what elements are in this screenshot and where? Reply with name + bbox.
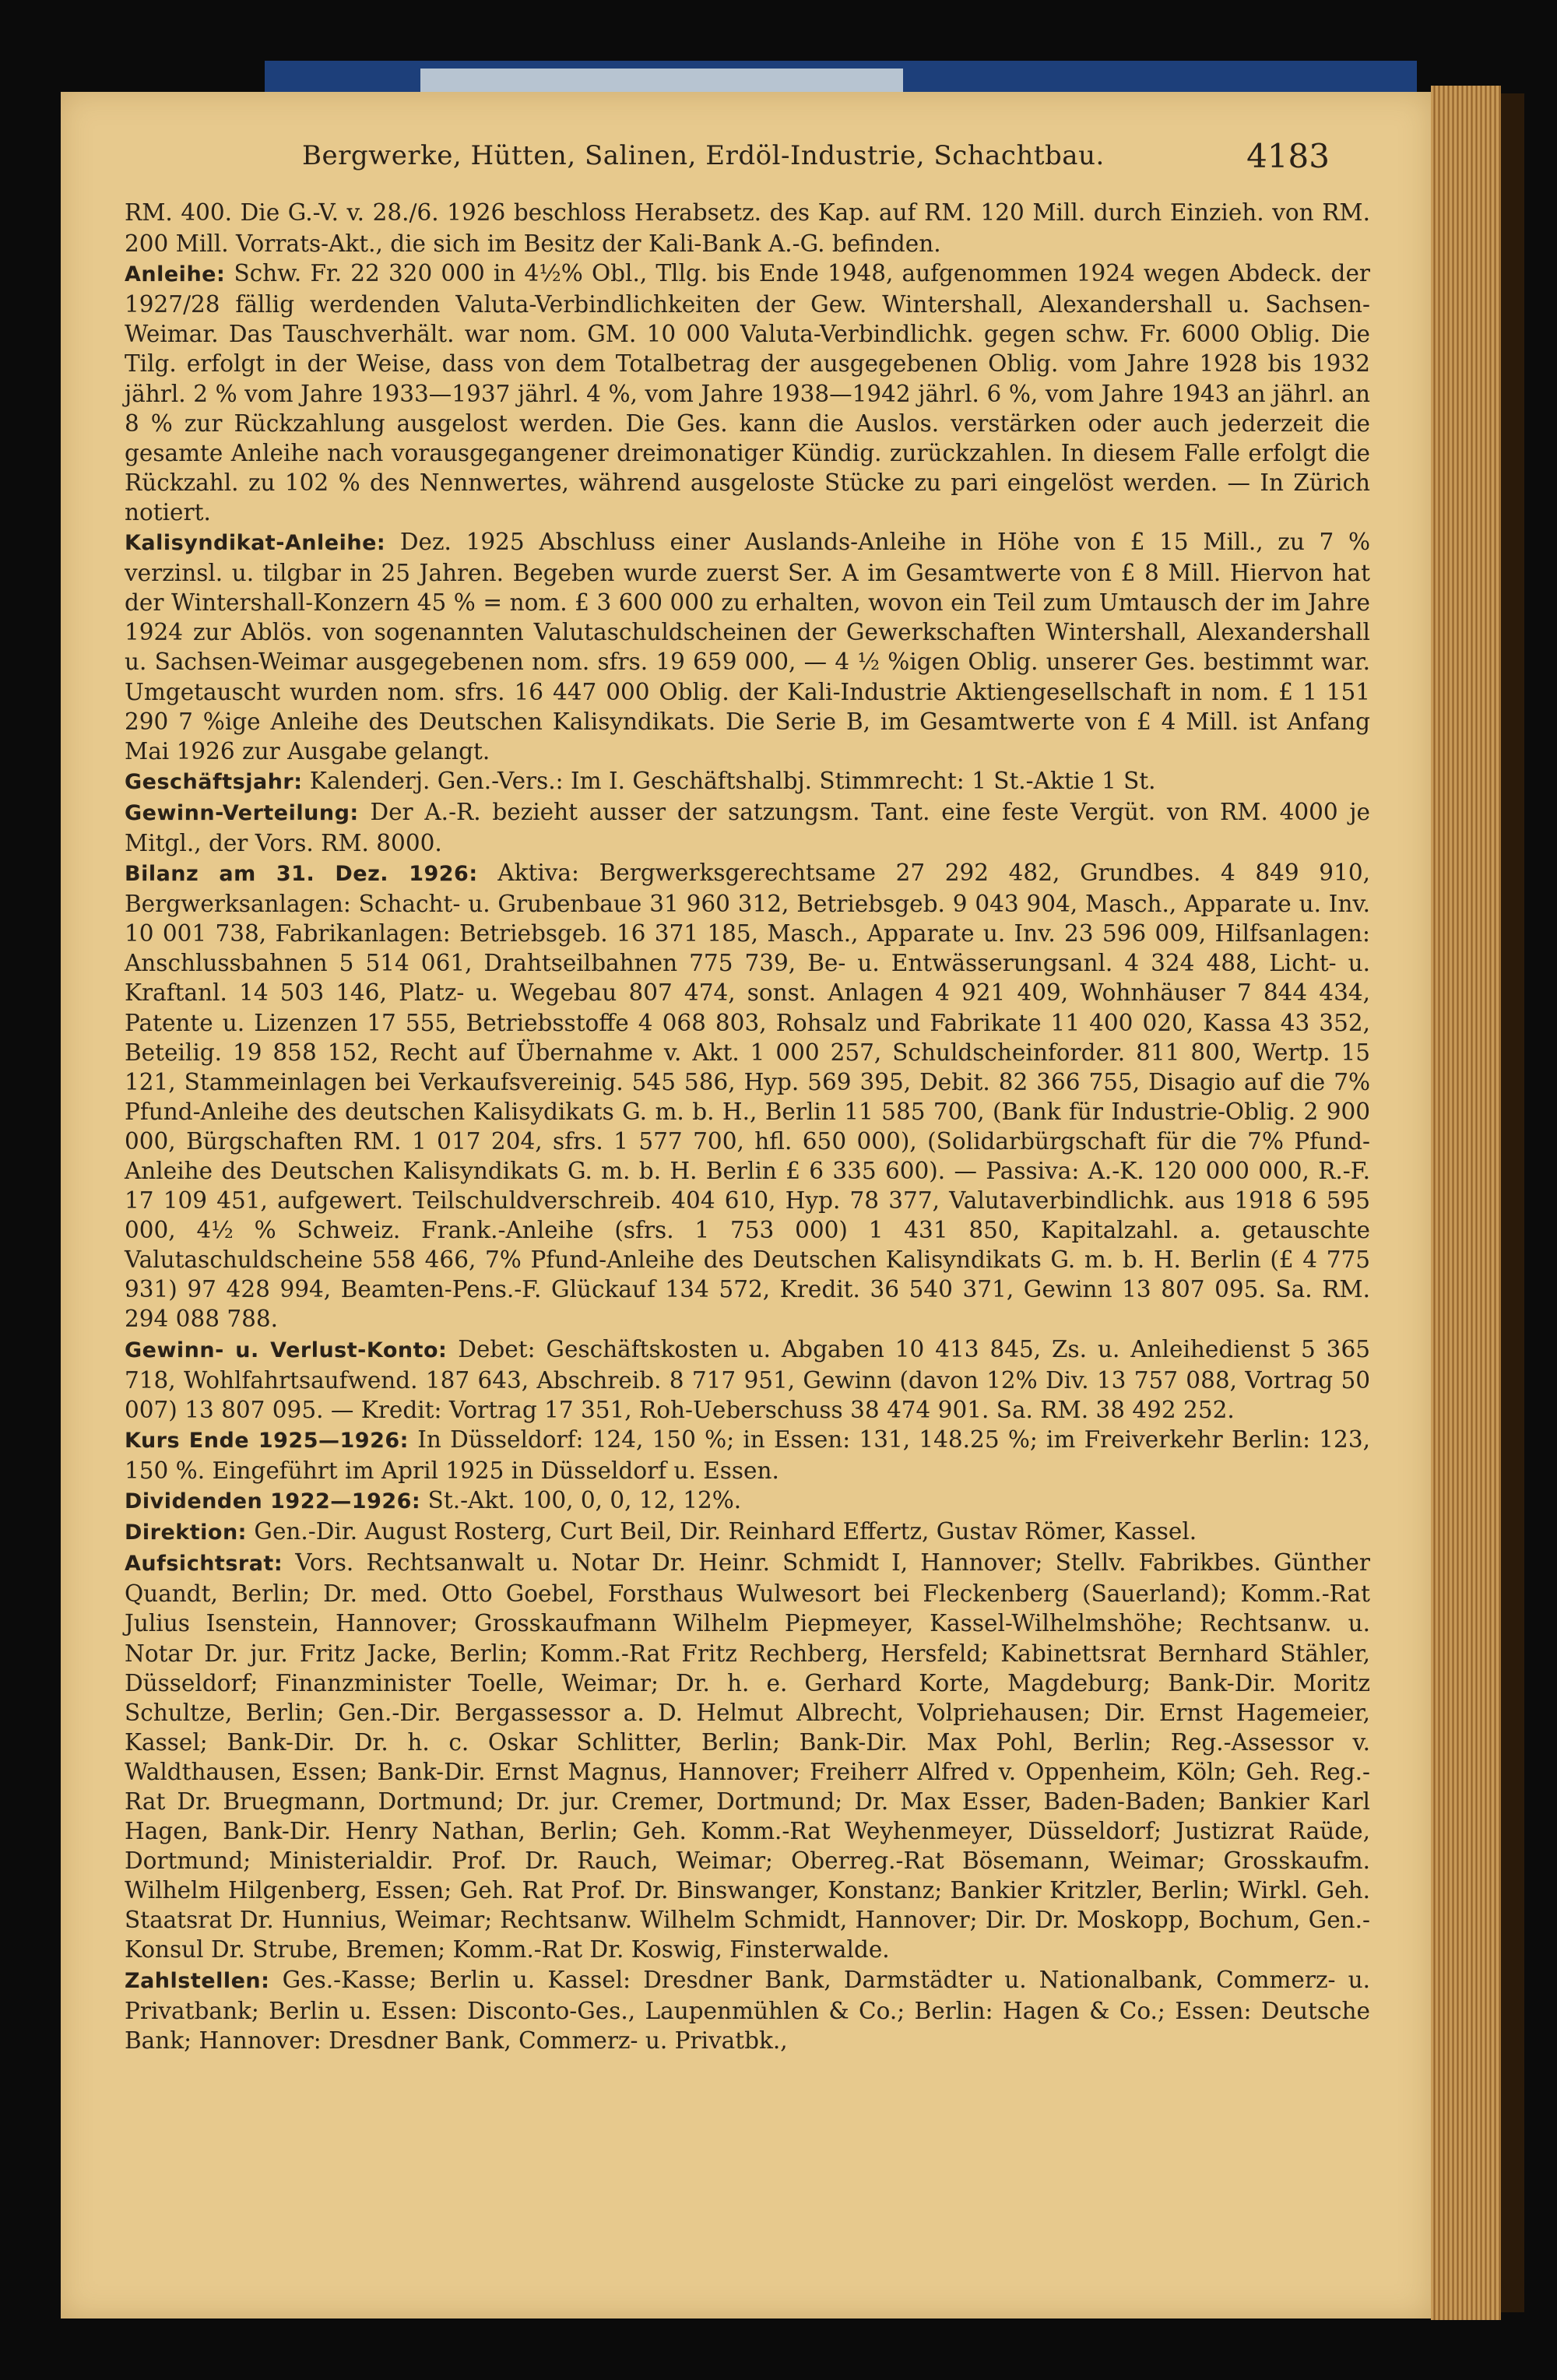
running-head <box>123 137 1330 187</box>
paragraph-text: St.-Akt. 100, 0, 0, 12, 12%. <box>427 1487 742 1514</box>
paragraph-text: Aktiva: Bergwerksgerechtsame 27 292 482, Grundbes. 4 849 910, Bergwerksanlagen: Schacht- u. Grubenbaue 31 960 312, Betriebsgeb. 9 043 904, Masch., Apparate u. Inv. 10 001 738, Fabrikanlagen: Betriebsgeb. 16 371 185, Masch., Apparate u. Inv. 23 596 009, Hilfsanlagen: Anschlussbahnen 5 514 061, Drahtseilbahnen 775 739, Be- u. Entwässerungsanl. 4 324 488, Licht- u. Kraftanl. 14 503 146, Platz- u. Wegebau 807 474, sonst. Anlagen 4 921 409, Wohnhäuser 7 844 434, Patente u. Lizenzen 17 555, Betriebsstoffe 4 068 803, Rohsalz und Fabrikate 11 400 020, Kassa 43 352, Beteilig. 19 858 152, Recht auf Übernahme v. Akt. 1 000 257, Schuldscheinforder. 811 800, Wertp. 15 121, Stammeinlagen bei Verkaufsvereinig. 545 586, Hyp. 569 395, Debit. 82 366 755, Disagio auf die 7% Pfund-Anleihe des deutschen Kalisydikats G. m. b. H., Berlin 11 585 700, (Bank für Industrie-Oblig. 2 900 000, Bürgschaften RM. 1 017 204, sfrs. 1 577 700, hfl. 650 000), (Solidarbürgschaft für die 7% Pfund-Anleihe des Deutschen Kalisyndikats G. m. b. H. Berlin £ 6 335 600). — Passiva: A.-K. 120 000 000, R.-F. 17 109 451, aufgewert. Teilschuldverschreib. 404 610, Hyp. 78 377, Valutaverbindlichk. aus 1918 6 595 000, 4½ % Schweiz. Frank.-Anleihe (sfrs. 1 753 000) 1 431 850, Kapitalzahl. a. getauschte Valutaschuldscheine 558 466, 7% Pfund-Anleihe des Deutschen Kalisyndikats G. m. b. H. Berlin (£ 4 775 931) 97 428 994, Beamten-Pens.-F. Glückauf 134 572, Kredit. 36 540 371, Gewinn 13 807 095. Sa. RM. 294 088 788. <box>125 860 1370 1333</box>
paragraph <box>125 858 1370 1334</box>
paragraph-heading: Anleihe: <box>125 262 226 287</box>
paragraph <box>125 766 1370 797</box>
paragraph <box>125 1548 1370 1964</box>
paragraph <box>125 527 1370 766</box>
paragraph-heading: Aufsichtsrat: <box>125 1552 283 1577</box>
paragraph <box>125 1965 1370 2055</box>
paragraph-text: Ges.-Kasse; Berlin u. Kassel: Dresdner Bank, Darmstädter u. Nationalbank, Commerz- u. Privatbank; Berlin u. Essen: Disconto-Ges., Laupenmühlen & Co.; Berlin: Hagen & Co.; Essen: Deutsche Bank; Hannover: Dresdner Bank, Commerz- u. Privatbk., <box>125 1966 1370 2054</box>
paragraph <box>125 797 1370 858</box>
paragraph-text: Vors. Rechtsanwalt u. Notar Dr. Heinr. Schmidt I, Hannover; Stellv. Fabrikbes. Günther Quandt, Berlin; Dr. med. Otto Goebel, Forsthaus Wulwesort bei Fleckenberg (Sauerland); Komm.-Rat Julius Isenstein, Hannover; Grosskaufmann Wilhelm Piepmeyer, Kassel-Wilhelmshöhe; Rechtsanw. u. Notar Dr. jur. Fritz Jacke, Berlin; Komm.-Rat Fritz Rechberg, Hersfeld; Kabinettsrat Bernhard Stähler, Düsseldorf; Finanzminister Toelle, Weimar; Dr. h. e. Gerhard Korte, Magdeburg; Bank-Dir. Moritz Schultze, Berlin; Gen.-Dir. Bergassessor a. D. Helmut Albrecht, Volpriehausen; Dir. Ernst Hagemeier, Kassel; Bank-Dir. Dr. h. c. Oskar Schlitter, Berlin; Bank-Dir. Max Pohl, Berlin; Reg.-Assessor v. Waldthausen, Essen; Bank-Dir. Ernst Magnus, Hannover; Freiherr Alfred v. Oppenheim, Köln; Geh. Reg.-Rat Dr. Bruegmann, Dortmund; Dr. jur. Cremer, Dortmund; Dr. Max Esser, Baden-Baden; Bankier Karl Hagen, Bank-Dir. Henry Nathan, Berlin; Geh. Komm.-Rat Weyhenmeyer, Düsseldorf; Justizrat Raüde, Dortmund; Ministerialdir. Prof. Dr. Rauch, Weimar; Oberreg.-Rat Bösemann, Weimar; Grosskaufm. Wilhelm Hilgenberg, Essen; Geh. Rat Prof. Dr. Binswanger, Konstanz; Bankier Kritzler, Berlin; Wirkl. Geh. Staatsrat Dr. Hunnius, Weimar; Rechtsanw. Wilhelm Schmidt, Hannover; Dir. Dr. Moskopp, Bochum, Gen.-Konsul Dr. Strube, Bremen; Komm.-Rat Dr. Koswig, Finsterwalde. <box>125 1549 1370 1963</box>
paragraph-heading: Zahlstellen: <box>125 1968 270 1993</box>
paragraph <box>125 1517 1370 1548</box>
paragraph <box>125 258 1370 527</box>
paragraph-text: Gen.-Dir. August Rosterg, Curt Beil, Dir. Reinhard Effertz, Gustav Römer, Kassel. <box>254 1518 1197 1545</box>
paragraph <box>125 1334 1370 1425</box>
paragraph-heading: Gewinn-Verteilung: <box>125 800 359 825</box>
paragraph-heading: Kurs Ende 1925—1926: <box>125 1428 409 1453</box>
page-content <box>92 137 1370 2055</box>
paragraph-heading: Direktion: <box>125 1520 247 1545</box>
paragraph-text: Schw. Fr. 22 320 000 in 4½% Obl., Tllg. bis Ende 1948, aufgenommen 1924 wegen Abdeck. der 1927/28 fällig werdenden Valuta-Verbindlichkeiten der Gew. Wintershall, Alexandershall u. Sachsen-Weimar. Das Tauschverhält. war nom. GM. 10 000 Valuta-Verbindlichk. gegen schw. Fr. 6000 Oblig. Die Tilg. erfolgt in der Weise, dass von dem Totalbetrag der ausgegebenen Oblig. vom Jahre 1928 bis 1932 jährl. 2 % vom Jahre 1933—1937 jährl. 4 %, vom Jahre 1938—1942 jährl. 6 %, vom Jahre 1943 an jährl. an 8 % zur Rückzahlung ausgelost werden. Die Ges. kann die Auslos. verstärken oder auch jederzeit die gesamte Anleihe nach vorausgegangener dreimonatiger Kündig. zurückzahlen. In diesem Falle erfolgt die Rückzahl. zu 102 % des Nennwertes, während ausgeloste Stücke zu pari eingelöst werden. — In Zürich notiert. <box>125 260 1370 526</box>
paragraph-text: Dez. 1925 Abschluss einer Auslands-Anleihe in Höhe von £ 15 Mill., zu 7 % verzinsl. u. tilgbar in 25 Jahren. Begeben wurde zuerst Ser. A im Gesamtwerte von £ 8 Mill. Hiervon hat der Wintershall-Konzern 45 % = nom. £ 3 600 000 zu erhalten, wovon ein Teil zum Umtausch der im Jahre 1924 zur Ablös. von sogenannten Valutaschuldscheinen der Gewerkschaften Wintershall, Alexandershall u. Sachsen-Weimar ausgegebenen nom. sfrs. 19 659 000, — 4 ½ %igen Oblig. unserer Ges. bestimmt war. Umgetauscht wurden nom. sfrs. 16 447 000 Oblig. der Kali-Industrie Aktiengesellschaft in nom. £ 1 151 290 7 %ige Anleihe des Deutschen Kalisyndikats. Die Serie B, im Gesamtwerte von £ 4 Mill. ist Anfang Mai 1926 zur Ausgabe gelangt. <box>125 529 1370 765</box>
running-title: Bergwerke, Hütten, Salinen, Erdöl-Industrie, Schachtbau. <box>302 140 1105 171</box>
paragraph-text: Debet: Geschäftskosten u. Abgaben 10 413 845, Zs. u. Anleihedienst 5 365 718, Wohlfahrtsaufwend. 187 643, Abschreib. 8 717 951, Gewinn (davon 12% Div. 13 757 088, Vortrag 50 007) 13 807 095. — Kredit: Vortrag 17 351, Roh-Ueberschuss 38 474 901. Sa. RM. 38 492 252. <box>125 1335 1370 1423</box>
book-spine-shadow <box>1501 93 1524 2312</box>
paragraph-heading: Dividenden 1922—1926: <box>125 1489 421 1514</box>
paragraph-text: Der A.-R. bezieht ausser der satzungsm. Tant. eine feste Vergüt. von RM. 4000 je Mitgl., der Vors. RM. 8000. <box>125 798 1370 856</box>
paragraph-heading: Kalisyndikat-Anleihe: <box>125 531 386 556</box>
paragraph-text: Kalenderj. Gen.-Vers.: Im I. Geschäftshalbj. Stimmrecht: 1 St.-Aktie 1 St. <box>309 767 1156 794</box>
paragraph-text: In Düsseldorf: 124, 150 %; in Essen: 131, 148.25 %; im Freiverkehr Berlin: 123, 150 %. Eingeführt im April 1925 in Düsseldorf u. Essen. <box>125 1426 1370 1484</box>
paragraph-heading: Bilanz am 31. Dez. 1926: <box>125 862 478 887</box>
paragraph-heading: Geschäftsjahr: <box>125 769 303 794</box>
paragraph <box>125 1485 1370 1517</box>
paragraph <box>125 198 1370 258</box>
paragraph-text: RM. 400. Die G.-V. v. 28./6. 1926 beschloss Herabsetz. des Kap. auf RM. 120 Mill. durch Einzieh. von RM. 200 Mill. Vorrats-Akt., die sich im Besitz der Kali-Bank A.-G. befinden. <box>125 199 1370 258</box>
paragraph-heading: Gewinn- u. Verlust-Konto: <box>125 1338 448 1362</box>
page-number: 4183 <box>1246 137 1330 175</box>
page-edges <box>1431 86 1501 2320</box>
body-text <box>125 198 1370 2055</box>
paragraph <box>125 1425 1370 1485</box>
